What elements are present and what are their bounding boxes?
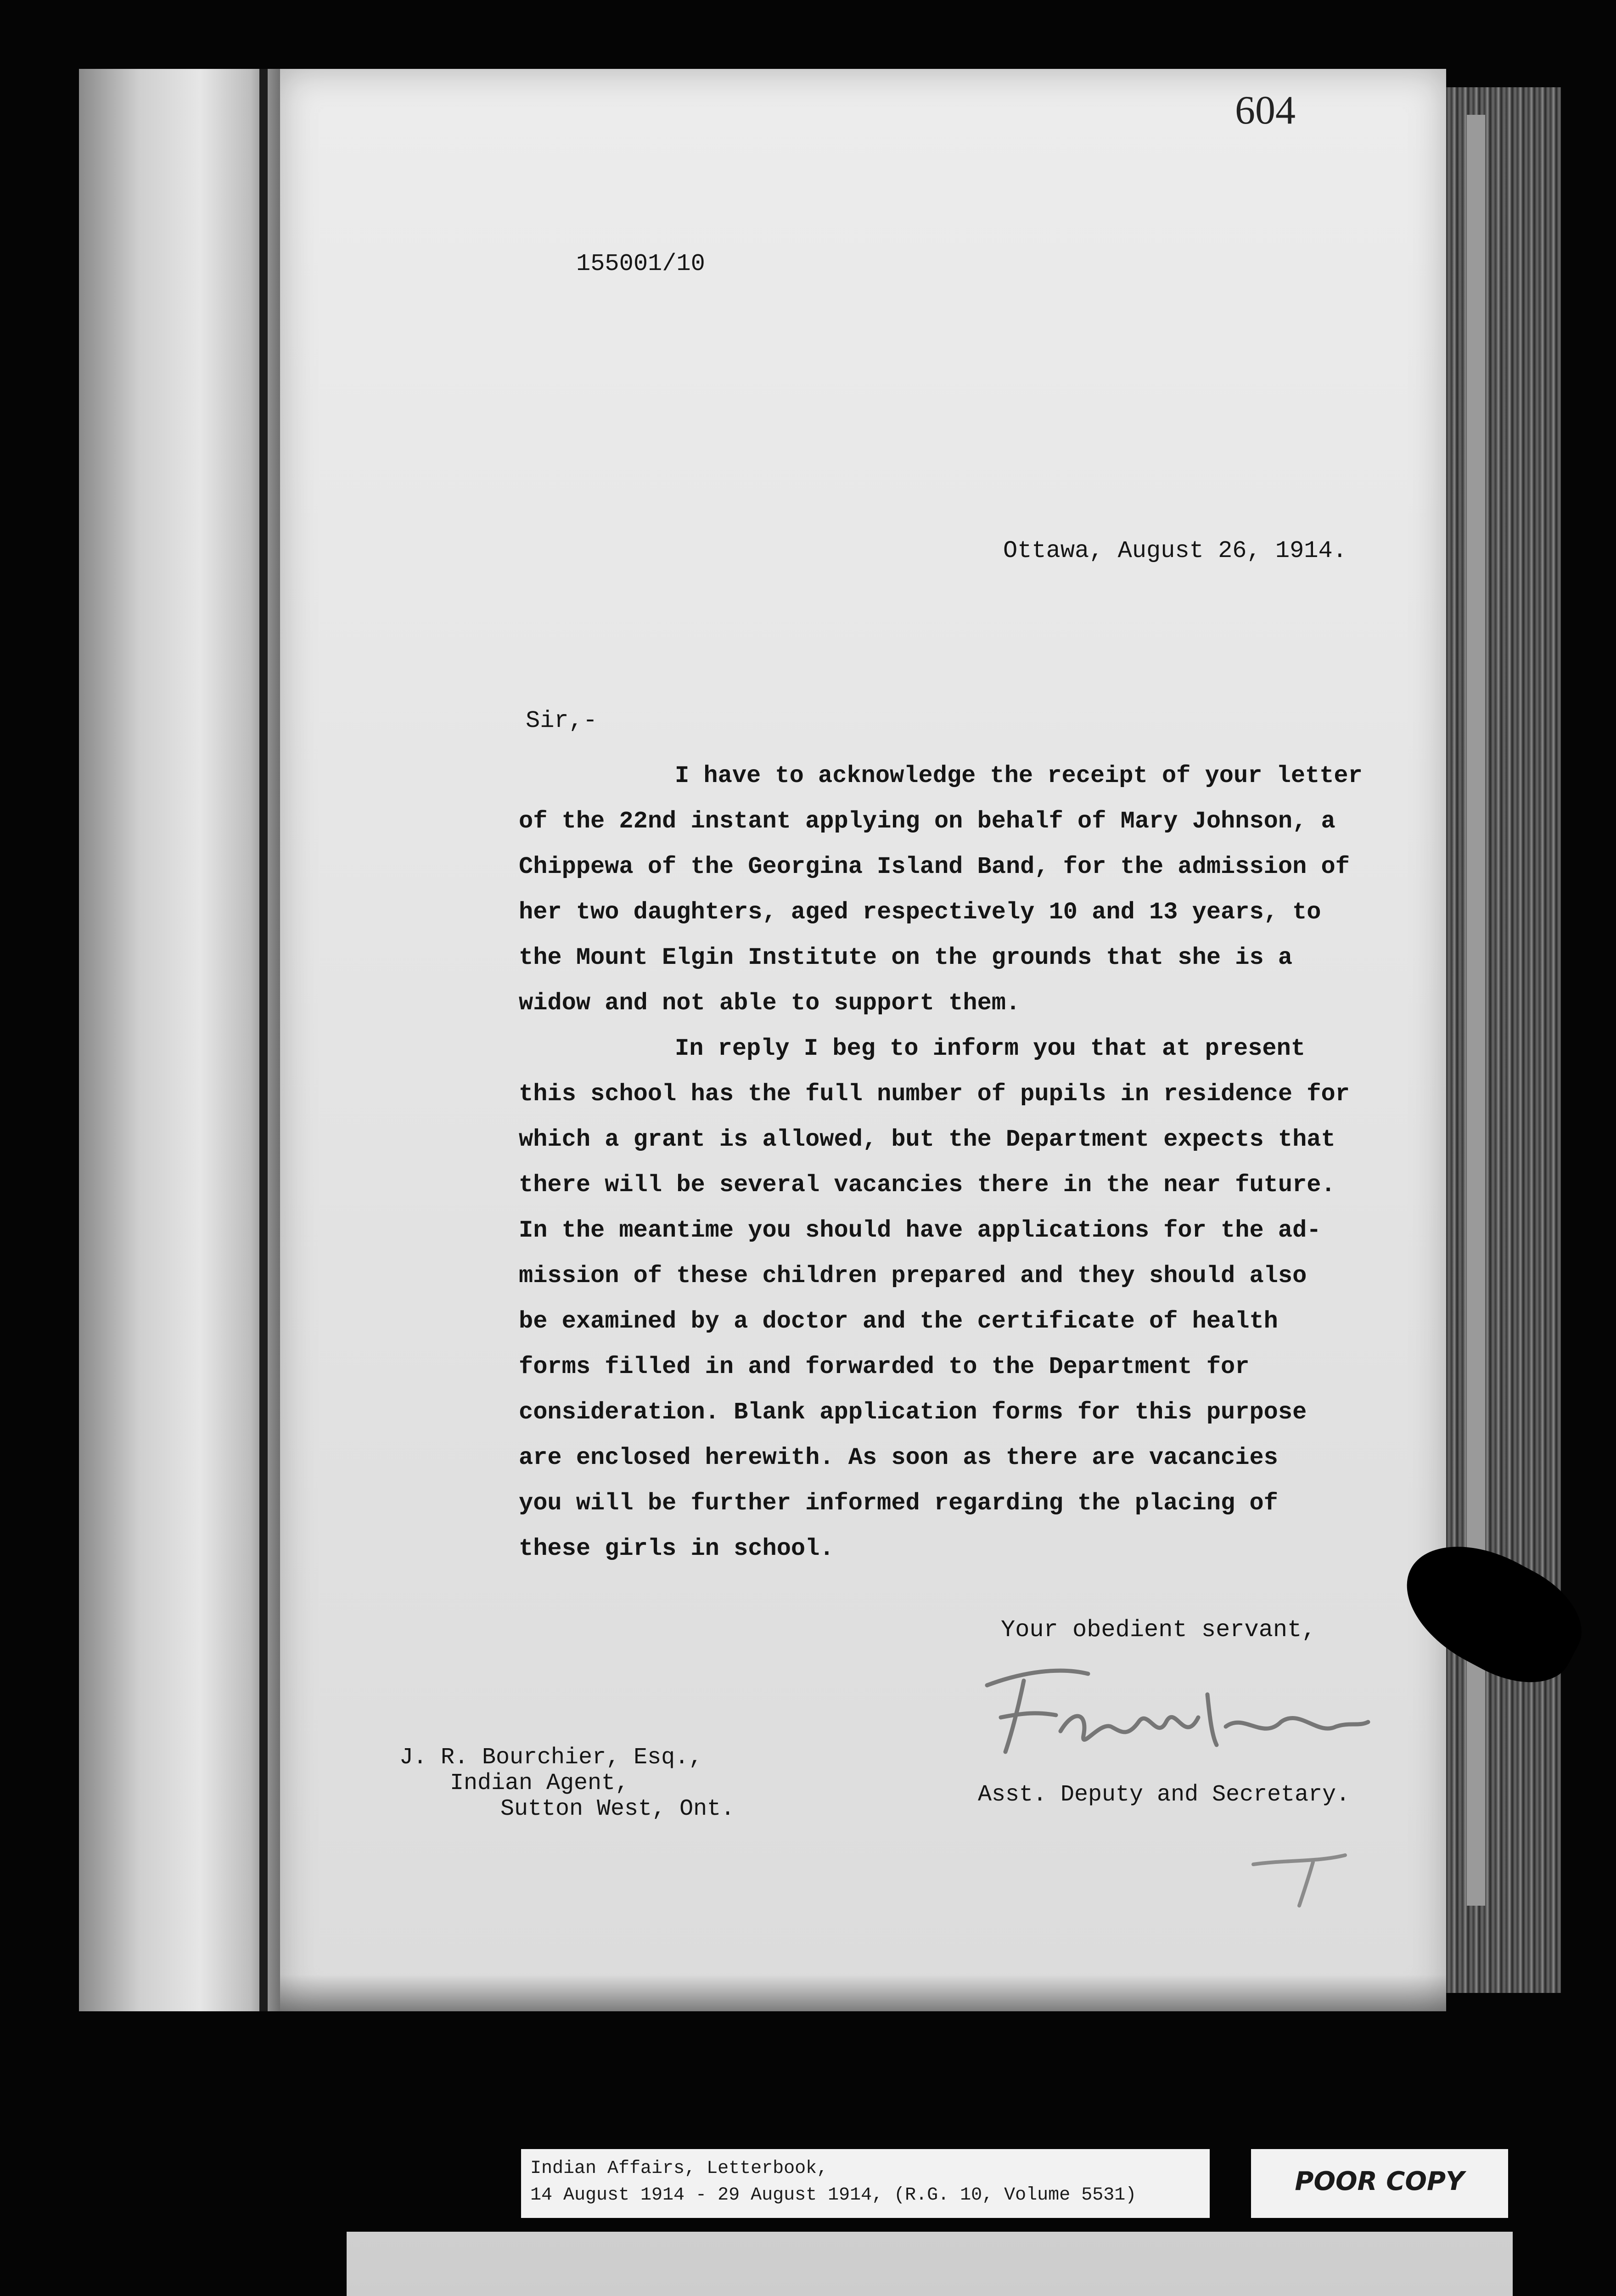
poor-copy-label: POOR COPY — [1251, 2149, 1508, 2218]
addressee-block — [399, 1745, 735, 1822]
page-number: 604 — [1235, 88, 1296, 133]
file-reference: 155001/10 — [576, 250, 705, 277]
letter-body — [519, 753, 1391, 1571]
body-line: you will be further informed regarding the placing of — [519, 1490, 1278, 1517]
closing: Your obedient servant, — [1001, 1616, 1316, 1643]
letter-date: Ottawa, August 26, 1914. — [1003, 537, 1347, 564]
salutation: Sir,- — [526, 707, 598, 734]
body-line: of the 22nd instant applying on behalf of Mary Johnson, a — [519, 808, 1335, 835]
body-line: her two daughters, aged respectively 10 and 13 years, to — [519, 899, 1321, 926]
book-binding — [79, 69, 281, 2011]
signer-title: Asst. Deputy and Secretary. — [978, 1782, 1350, 1808]
body-line: In the meantime you should have applications for the ad- — [519, 1217, 1321, 1244]
handwritten-signature — [969, 1653, 1373, 1759]
body-line: are enclosed herewith. As soon as there are vacancies — [519, 1444, 1278, 1471]
addressee-role: Indian Agent, — [450, 1770, 629, 1796]
page-bottom-shadow — [280, 1975, 1446, 2011]
body-line: this school has the full number of pupils in residence for — [519, 1080, 1350, 1108]
page-edges — [1446, 87, 1561, 1993]
body-line: I have to acknowledge the receipt of your letter — [675, 762, 1363, 789]
body-line: mission of these children prepared and they should also — [519, 1262, 1307, 1289]
body-line: be examined by a doctor and the certificate of health — [519, 1308, 1278, 1335]
body-line: Chippewa of the Georgina Island Band, for the admission of — [519, 853, 1350, 880]
body-line: the Mount Elgin Institute on the grounds that she is a — [519, 944, 1293, 971]
body-line: forms filled in and forwarded to the Department for — [519, 1353, 1250, 1380]
body-line: In reply I beg to inform you that at present — [675, 1035, 1306, 1062]
archives-label — [347, 2232, 1513, 2296]
citation-line1: Indian Affairs, Letterbook, — [530, 2158, 828, 2179]
body-line: consideration. Blank application forms for this purpose — [519, 1399, 1307, 1426]
body-line: these girls in school. — [519, 1535, 834, 1562]
citation-line2: 14 August 1914 - 29 August 1914, (R.G. 10, Volume 5531) — [530, 2185, 1137, 2206]
binding-crease — [259, 69, 268, 2011]
body-line: widow and not able to support them. — [519, 990, 1021, 1017]
pen-mark — [1240, 1846, 1354, 1910]
addressee-location: Sutton West, Ont. — [500, 1796, 735, 1822]
addressee-name: J. R. Bourchier, Esq., — [399, 1745, 703, 1771]
body-line: which a grant is allowed, but the Department expects that — [519, 1126, 1335, 1153]
citation-label — [521, 2149, 1210, 2218]
body-line: there will be several vacancies there in the near future. — [519, 1171, 1335, 1199]
